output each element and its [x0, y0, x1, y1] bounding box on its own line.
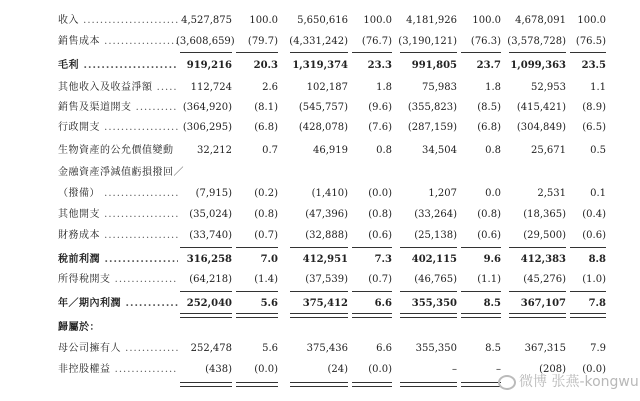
cell: (7,915) [195, 188, 232, 199]
cell: (6.8) [477, 122, 501, 133]
cell: (0.2) [254, 188, 278, 199]
cell: 6.6 [374, 298, 392, 309]
cell: (428,078) [298, 122, 348, 133]
cell: (0.6) [368, 230, 392, 241]
subtotal-rule [290, 247, 348, 248]
cell: (3,190,121) [398, 36, 457, 47]
cell: 1,207 [428, 188, 457, 199]
cell: (47,396) [305, 209, 348, 220]
subtotal-rule [570, 52, 606, 53]
subtotal-rule [400, 247, 457, 248]
cell: (6.8) [254, 122, 278, 133]
cell: (76.5) [575, 36, 606, 47]
cell: (0.8) [368, 209, 392, 220]
cell: 375,412 [302, 298, 348, 309]
row-label: 銷售成本 ..... [58, 34, 178, 50]
cell: 112,724 [190, 82, 232, 93]
subtotal-rule [180, 291, 232, 292]
cell: (35,024) [189, 209, 232, 220]
cell: 0.8 [485, 145, 501, 156]
subtotal-rule [180, 247, 232, 248]
cell: 23.3 [367, 60, 392, 71]
cell: 102,187 [306, 82, 348, 93]
subtotal-rule [290, 291, 348, 292]
cell: (355,823) [407, 102, 457, 113]
cell: 991,805 [411, 60, 457, 71]
total-double-rule [290, 313, 348, 318]
weibo-icon [498, 375, 516, 390]
subtotal-rule [352, 52, 392, 53]
cell: 0.8 [376, 145, 392, 156]
cell: 8.8 [588, 254, 606, 265]
cell: 367,315 [524, 343, 566, 354]
table-row [0, 13, 640, 29]
cell: (415,421) [516, 102, 566, 113]
cell: 1.8 [376, 82, 392, 93]
cell: (1.1) [477, 274, 501, 285]
cell: 100.0 [577, 15, 606, 26]
cell: (64,218) [189, 274, 232, 285]
table-row [0, 341, 640, 357]
cell: (33,264) [414, 209, 457, 220]
subtotal-rule [570, 291, 606, 292]
table-row [0, 100, 640, 116]
cell: 402,115 [411, 254, 457, 265]
cell: (79.7) [247, 36, 278, 47]
total-double-rule [180, 382, 232, 387]
total-double-rule [352, 382, 392, 387]
cell: (364,920) [182, 102, 232, 113]
row-label: 其他收入及收益淨額 ..... [58, 80, 178, 96]
subtotal-rule [236, 247, 278, 248]
cell: 1,099,363 [510, 60, 566, 71]
cell: 7.0 [260, 254, 278, 265]
cell: (4,331,242) [289, 36, 348, 47]
cell: (29,500) [523, 230, 566, 241]
cell: 20.3 [253, 60, 278, 71]
table-row [0, 34, 640, 50]
cell: (3,608,659) [176, 36, 235, 47]
cell: 1.8 [485, 82, 501, 93]
subtotal-rule [236, 52, 278, 53]
cell: 316,258 [186, 254, 232, 265]
cell: (37,539) [305, 274, 348, 285]
cell: 1,319,374 [292, 60, 348, 71]
cell: (438) [205, 364, 232, 375]
row-label: （撥備） ..... [58, 186, 178, 202]
cell: (1.4) [254, 274, 278, 285]
cell: 7.9 [590, 343, 606, 354]
cell: 0.1 [590, 188, 606, 199]
row-label: 生物資產的公允價值變動 ..... [58, 143, 178, 159]
cell: – [496, 364, 501, 375]
cell: (0.7) [368, 274, 392, 285]
cell: 23.5 [581, 60, 606, 71]
cell: 34,504 [422, 145, 457, 156]
cell: (25,138) [414, 230, 457, 241]
row-label: 母公司擁有人 ..... [58, 341, 178, 357]
table-row [0, 186, 640, 202]
row-label: 財務成本 ..... [58, 228, 178, 244]
cell: 375,436 [306, 343, 348, 354]
cell: 9.6 [483, 254, 501, 265]
row-label: 所得稅開支 ..... [58, 272, 178, 288]
cell: (7.6) [368, 122, 392, 133]
cell: 5,650,616 [297, 15, 348, 26]
table-row [0, 120, 640, 136]
table-row [0, 320, 640, 336]
row-label: 毛利 ..... [58, 58, 178, 74]
cell: 100.0 [472, 15, 501, 26]
subtotal-rule [352, 247, 392, 248]
cell: (46,765) [414, 274, 457, 285]
cell: 1.1 [590, 82, 606, 93]
total-double-rule [461, 382, 501, 387]
cell: 367,107 [520, 298, 566, 309]
total-double-rule [509, 313, 566, 318]
table-row [0, 296, 640, 312]
table-row [0, 252, 640, 268]
total-double-rule [236, 382, 278, 387]
table-row [0, 58, 640, 74]
cell: (0.6) [477, 230, 501, 241]
cell: (24) [327, 364, 348, 375]
subtotal-rule [400, 291, 457, 292]
table-row [0, 272, 640, 288]
cell: 4,678,091 [515, 15, 566, 26]
row-label: 金融資產淨減值虧損撥回／ [58, 167, 184, 178]
cell: 25,671 [531, 145, 566, 156]
table-row [0, 80, 640, 96]
cell: (304,849) [516, 122, 566, 133]
watermark-text: 微博 张燕-kongwu [519, 374, 639, 390]
cell: (0.8) [477, 209, 501, 220]
cell: 355,350 [411, 298, 457, 309]
total-double-rule [290, 382, 348, 387]
cell: 7.8 [588, 298, 606, 309]
subtotal-rule [290, 52, 348, 53]
cell: 252,040 [186, 298, 232, 309]
cell: (545,757) [298, 102, 348, 113]
cell: 2.6 [262, 82, 278, 93]
subtotal-rule [509, 52, 566, 53]
cell: 5.6 [262, 343, 278, 354]
cell: 355,350 [415, 343, 457, 354]
cell: 6.6 [376, 343, 392, 354]
table-row [0, 143, 640, 159]
subtotal-rule [352, 291, 392, 292]
cell: 5.6 [260, 298, 278, 309]
cell: 252,478 [190, 343, 232, 354]
subtotal-rule [461, 291, 501, 292]
cell: 412,383 [520, 254, 566, 265]
subtotal-rule [461, 52, 501, 53]
cell: (0.0) [254, 364, 278, 375]
total-double-rule [570, 313, 606, 318]
cell: 4,527,875 [181, 15, 232, 26]
cell: 2,531 [537, 188, 566, 199]
total-double-rule [400, 382, 457, 387]
subtotal-rule [509, 247, 566, 248]
cell: (9.6) [368, 102, 392, 113]
table-row [0, 228, 640, 244]
row-label: 其他開支 ..... [58, 207, 178, 223]
subtotal-rule [570, 247, 606, 248]
cell: 8.5 [483, 298, 501, 309]
row-label: 年／期內利潤 ..... [58, 296, 178, 312]
cell: (0.7) [254, 230, 278, 241]
cell: (33,740) [189, 230, 232, 241]
cell: 75,983 [422, 82, 457, 93]
cell: (76.3) [470, 36, 501, 47]
cell: (0.0) [368, 188, 392, 199]
subtotal-rule [236, 291, 278, 292]
cell: (0.4) [582, 209, 606, 220]
cell: (8.1) [254, 102, 278, 113]
subtotal-rule [180, 52, 232, 53]
cell: (0.0) [582, 364, 606, 375]
cell: (1.0) [582, 274, 606, 285]
cell: 32,212 [197, 145, 232, 156]
cell: (0.8) [254, 209, 278, 220]
row-label: 稅前利潤 ..... [58, 252, 178, 268]
cell: 100.0 [249, 15, 278, 26]
weibo-watermark [498, 371, 639, 391]
total-double-rule [352, 313, 392, 318]
cell: (8.5) [477, 102, 501, 113]
row-label: 收入 ..... [58, 13, 178, 29]
cell: 4,181,926 [406, 15, 457, 26]
total-double-rule [236, 313, 278, 318]
cell: 0.7 [262, 145, 278, 156]
total-double-rule [180, 313, 232, 318]
total-double-rule [461, 313, 501, 318]
cell: – [452, 364, 457, 375]
table-row [0, 165, 640, 181]
table-row [0, 207, 640, 223]
cell: 8.5 [485, 343, 501, 354]
cell: 46,919 [313, 145, 348, 156]
cell: (287,159) [407, 122, 457, 133]
cell: (76.7) [361, 36, 392, 47]
cell: (45,276) [523, 274, 566, 285]
cell: (32,888) [305, 230, 348, 241]
cell: 52,953 [531, 82, 566, 93]
cell: (3,578,728) [507, 36, 566, 47]
row-label: 歸屬於： [58, 322, 100, 333]
subtotal-rule [400, 52, 457, 53]
row-label: 行政開支 ..... [58, 120, 178, 136]
cell: (0.0) [368, 364, 392, 375]
cell: (0.6) [582, 230, 606, 241]
cell: 0.5 [590, 145, 606, 156]
cell: 23.7 [476, 60, 501, 71]
cell: (306,295) [182, 122, 232, 133]
row-label: 銷售及渠道開支 ..... [58, 100, 178, 116]
cell: (6.5) [582, 122, 606, 133]
row-label: 非控股權益 ..... [58, 362, 178, 378]
total-double-rule [400, 313, 457, 318]
cell: (18,365) [523, 209, 566, 220]
cell: (8.9) [582, 102, 606, 113]
cell: 0.0 [485, 188, 501, 199]
cell: (208) [539, 364, 566, 375]
subtotal-rule [509, 291, 566, 292]
cell: 412,951 [302, 254, 348, 265]
cell: 100.0 [363, 15, 392, 26]
subtotal-rule [461, 247, 501, 248]
cell: 7.3 [374, 254, 392, 265]
cell: (1,410) [311, 188, 348, 199]
cell: 919,216 [186, 60, 232, 71]
